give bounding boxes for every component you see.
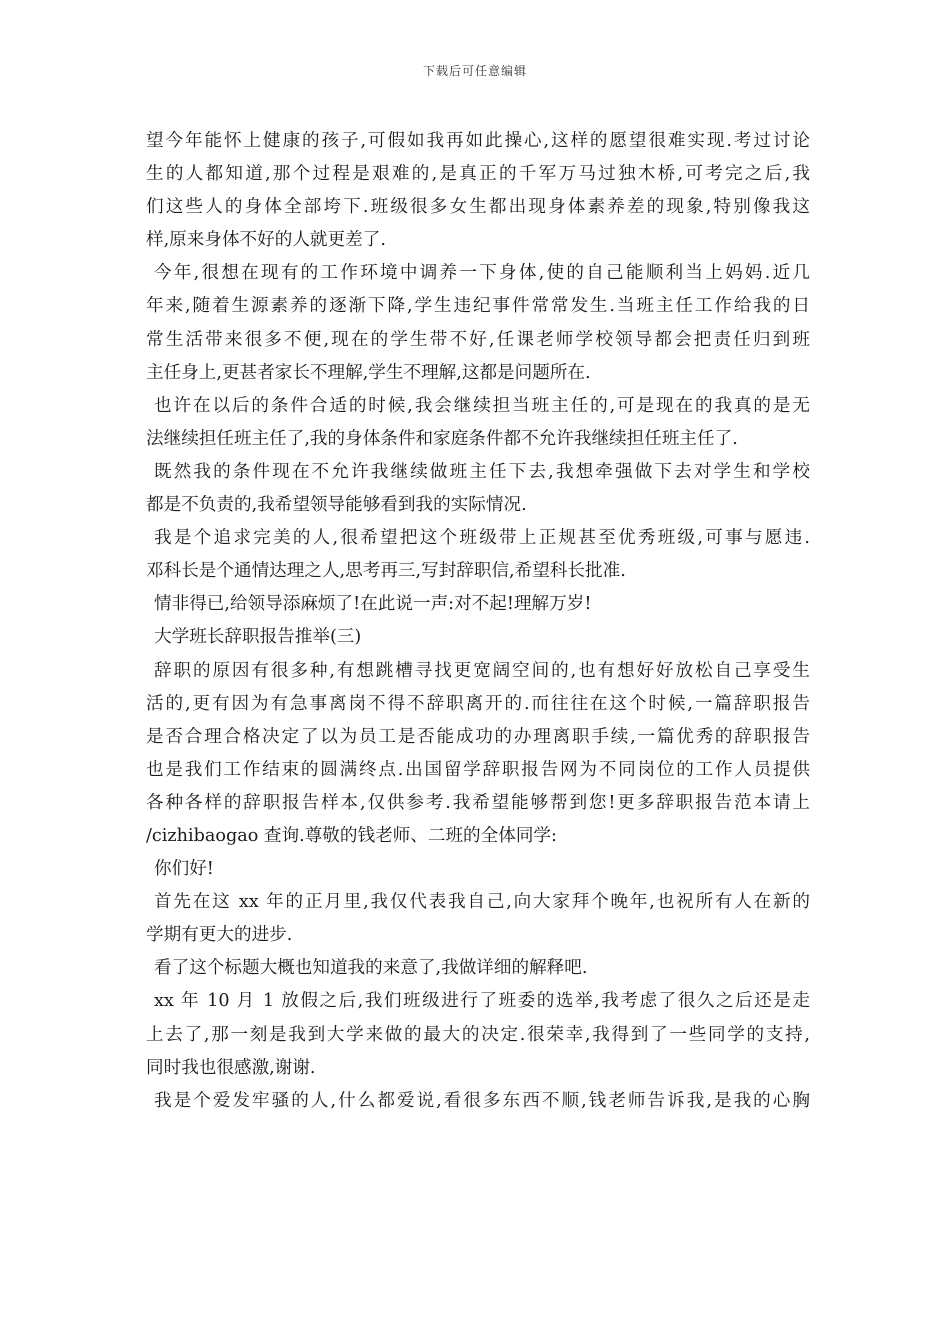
document-body (146, 125, 810, 1118)
text-line: 生的人都知道,那个过程是艰难的,是真正的千军万马过独木桥,可考完之后,我 (146, 164, 810, 185)
text-line: 我是个爱发牢骚的人,什么都爱说,看很多东西不顺,钱老师告诉我,是我的心胸 (154, 1090, 810, 1111)
text-line: 大学班长辞职报告推举(三) (154, 627, 362, 648)
text-line: 首先在这 xx 年的正月里,我仅代表我自己,向大家拜个晚年,也祝所有人在新的 (154, 892, 810, 913)
text-line: 活的,更有因为有急事离岗不得不辞职离开的.而往往在这个时候,一篇辞职报告 (146, 693, 810, 714)
text-line: 常生活带来很多不便,现在的学生带不好,任课老师学校领导都会把责任归到班 (146, 329, 810, 350)
text-line: 是否合理合格决定了以为员工是否能成功的办理离职手续,一篇优秀的辞职报告 (146, 726, 810, 747)
text-line: 也许在以后的条件合适的时候,我会继续担当班主任的,可是现在的我真的是无 (154, 395, 810, 416)
text-line: 学期有更大的进步. (146, 925, 293, 946)
text-line: 主任身上,更甚者家长不理解,学生不理解,这都是问题所在. (146, 362, 591, 383)
text-line: 情非得已,给领导添麻烦了!在此说一声:对不起!理解万岁! (154, 594, 592, 615)
text-line: 上去了,那一刻是我到大学来做的最大的决定.很荣幸,我得到了一些同学的支持, (146, 1024, 810, 1045)
text-line: 也是我们工作结束的圆满终点.出国留学辞职报告网为不同岗位的工作人员提供 (146, 759, 810, 780)
page-header: 下载后可任意编辑 (422, 64, 527, 78)
text-line: 辞职的原因有很多种,有想跳槽寻找更宽阔空间的,也有想好好放松自己享受生 (154, 660, 810, 681)
text-line: 样,原来身体不好的人就更差了. (146, 230, 386, 251)
text-line: 邓科长是个通情达理之人,思考再三,写封辞职信,希望科长批准. (146, 561, 626, 582)
text-line: 同时我也很感激,谢谢. (146, 1057, 316, 1078)
text-line: 都是不负责的,我希望领导能够看到我的实际情况. (146, 495, 527, 516)
text-line: 看了这个标题大概也知道我的来意了,我做详细的解释吧. (154, 958, 588, 979)
text-line: 我是个追求完美的人,很希望把这个班级带上正规甚至优秀班级,可事与愿违. (154, 528, 810, 549)
text-line: 望今年能怀上健康的孩子,可假如我再如此操心,这样的愿望很难实现.考过讨论 (146, 131, 810, 151)
text-line: xx 年 10 月 1 放假之后,我们班级进行了班委的选举,我考虑了很久之后还是走 (154, 991, 810, 1012)
text-line: 们这些人的身体全部垮下.班级很多女生都出现身体素养差的现象,特别像我这 (146, 197, 810, 218)
text-line: 各种各样的辞职报告样本,仅供参考.我希望能够帮到您!更多辞职报告范本请上 (146, 792, 810, 813)
text-line: 法继续担任班主任了,我的身体条件和家庭条件都不允许我继续担任班主任了. (146, 428, 738, 449)
text-line: 年来,随着生源素养的逐渐下降,学生违纪事件常常发生.当班主任工作给我的日 (146, 296, 810, 317)
text-line: /cizhibaogao 查询.尊敬的钱老师、二班的全体同学: (146, 825, 557, 846)
text-line: 今年,很想在现有的工作环境中调养一下身体,使的自己能顺利当上妈妈.近几 (154, 263, 810, 284)
text-line: 既然我的条件现在不允许我继续做班主任下去,我想牵强做下去对学生和学校 (154, 461, 810, 482)
text-line: 你们好! (154, 859, 214, 880)
